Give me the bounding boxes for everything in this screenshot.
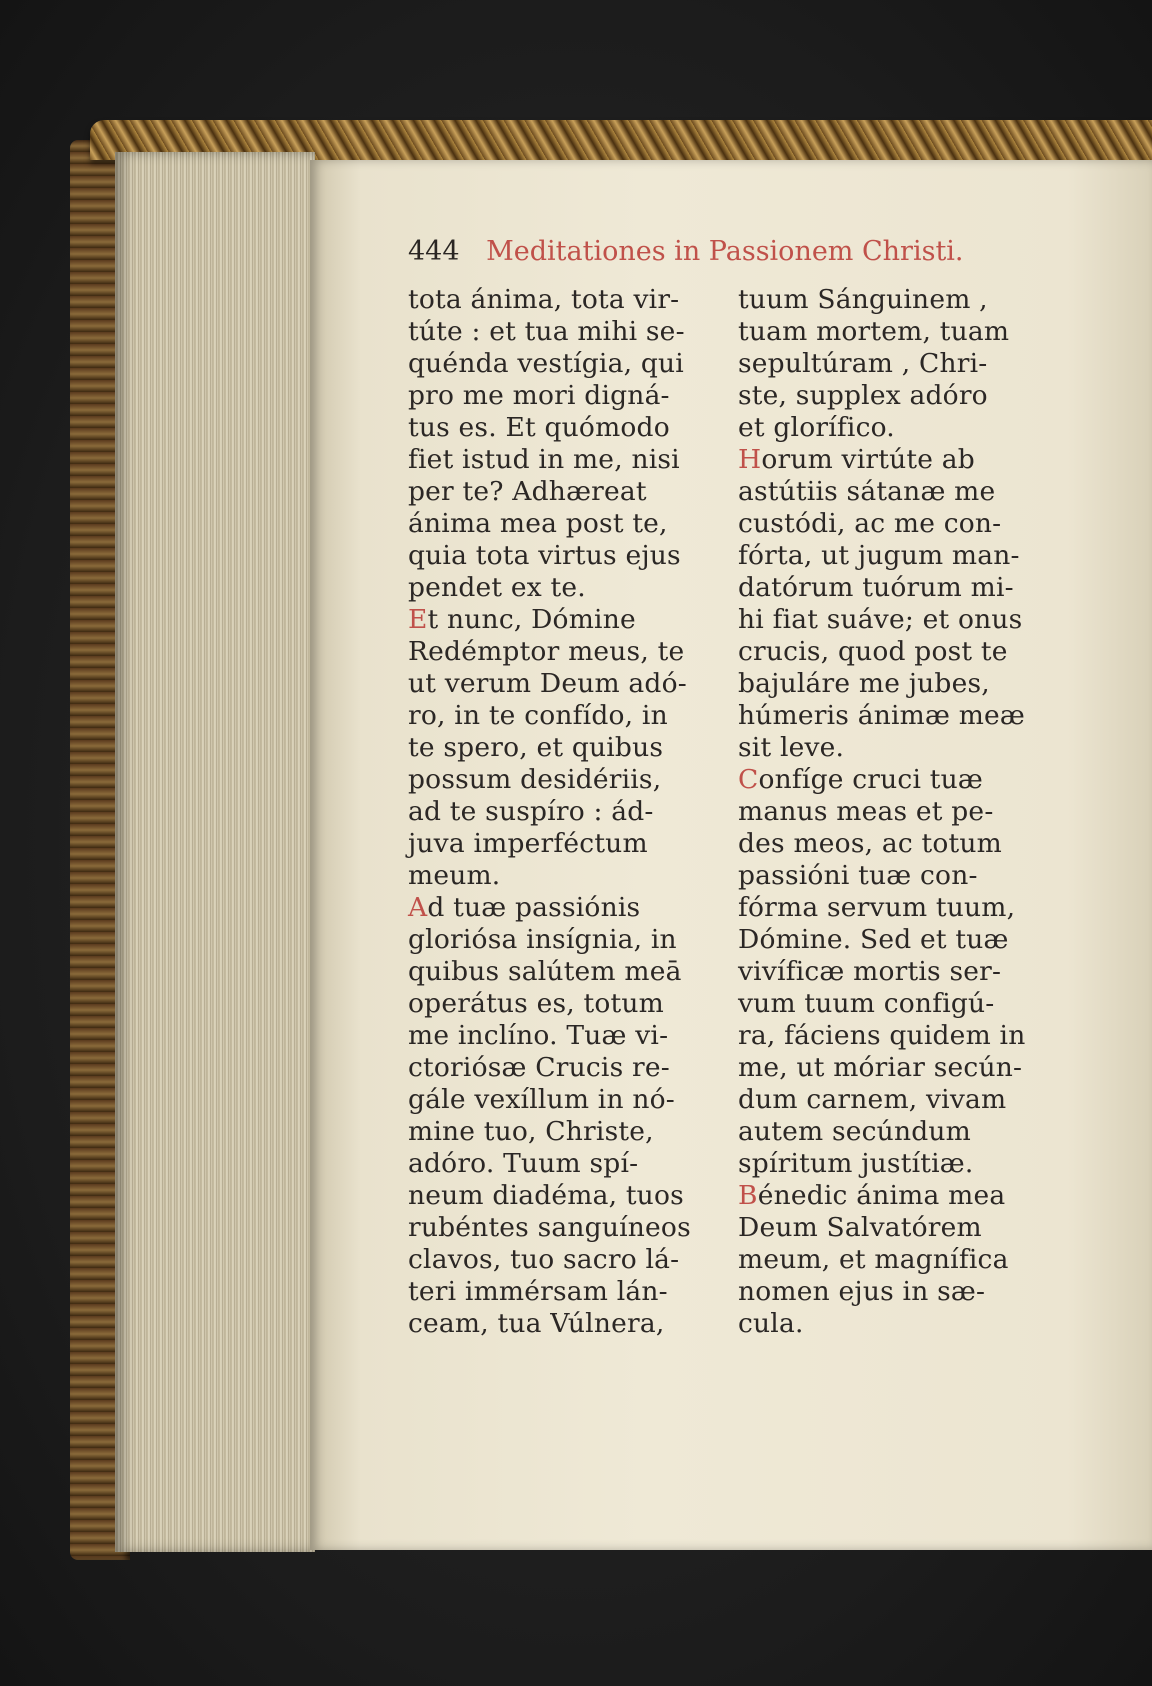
rubric-initial: E — [408, 604, 428, 635]
text-line — [408, 604, 728, 636]
text-line: sit leve. — [738, 732, 845, 763]
text-line: fiet istud in me, nisi — [408, 444, 680, 475]
text-line-rest: orum virtúte ab — [761, 444, 975, 475]
rubric-initial: B — [738, 1180, 758, 1211]
page-number: 444 — [408, 236, 460, 267]
text-line-rest: onfíge cruci tuæ — [758, 764, 984, 795]
text-line: per te? Adhæreat — [408, 476, 647, 507]
left-text-column — [408, 284, 728, 1340]
text-line: mine tuo, Christe, — [408, 1116, 654, 1147]
text-line: meum. — [408, 860, 501, 891]
text-line: ceam, tua Vúlnera, — [408, 1308, 665, 1339]
text-line: adóro. Tuum spí- — [408, 1148, 639, 1179]
text-line: pendet ex te. — [408, 572, 586, 603]
text-line: ra, fáciens quidem in — [738, 1020, 1026, 1051]
text-line: gále vexíllum in nó- — [408, 1084, 675, 1115]
text-line: fórta, ut jugum man- — [738, 540, 1020, 571]
text-line: vum tuum configú- — [738, 988, 995, 1019]
text-line: Dómine. Sed et tuæ — [738, 924, 1009, 955]
text-line: sepultúram , Chri- — [738, 348, 988, 379]
text-line: húmeris ánimæ meæ — [738, 700, 1026, 731]
text-line: autem secúndum — [738, 1116, 971, 1147]
text-line: quia tota virtus ejus — [408, 540, 681, 571]
text-line: me inclíno. Tuæ vi- — [408, 1020, 669, 1051]
text-line: passióni tuæ con- — [738, 860, 978, 891]
text-line: Deum Salvatórem — [738, 1212, 982, 1243]
text-line: juva imperféctum — [408, 828, 648, 859]
text-line: ste, supplex adóro — [738, 380, 988, 411]
text-line: hi fiat suáve; et onus — [738, 604, 1023, 635]
text-line: cula. — [738, 1308, 804, 1339]
right-text-column — [738, 284, 1058, 1340]
text-line: ad te suspíro : ád- — [408, 796, 654, 827]
running-title: Meditationes in Passionem Christi. — [486, 236, 964, 267]
text-line: ctoriósæ Crucis re- — [408, 1052, 670, 1083]
text-line: dum carnem, vivam — [738, 1084, 1007, 1115]
text-line-rest: d tuæ passiónis — [427, 892, 641, 923]
text-line: teri immérsam lán- — [408, 1276, 668, 1307]
text-line: nomen ejus in sæ- — [738, 1276, 986, 1307]
book — [70, 120, 1152, 1560]
text-line: túte : et tua mihi se- — [408, 316, 685, 347]
rubric-initial: C — [738, 764, 759, 795]
book-page — [310, 160, 1152, 1550]
text-line: ut verum Deum adó- — [408, 668, 687, 699]
text-line: possum desidériis, — [408, 764, 662, 795]
text-line: des meos, ac totum — [738, 828, 1002, 859]
text-line — [738, 764, 1058, 796]
text-line: pro me mori digná- — [408, 380, 670, 411]
text-line — [738, 1180, 1058, 1212]
text-line: manus meas et pe- — [738, 796, 994, 827]
page-edges — [115, 152, 315, 1552]
text-line: bajuláre me jubes, — [738, 668, 990, 699]
text-line: rubéntes sanguíneos — [408, 1212, 691, 1243]
text-line: operátus es, totum — [408, 988, 664, 1019]
text-line: tuum Sánguinem , — [738, 284, 988, 315]
rubric-initial: A — [408, 892, 428, 923]
text-line — [408, 892, 728, 924]
text-line: me, ut móriar secún- — [738, 1052, 1023, 1083]
text-line: ánima mea post te, — [408, 508, 668, 539]
text-line: gloriósa insígnia, in — [408, 924, 677, 955]
text-line-rest: énedic ánima mea — [757, 1180, 1006, 1211]
text-line: vivíficæ mortis ser- — [738, 956, 1002, 987]
text-line: tota ánima, tota vir- — [408, 284, 680, 315]
text-line: tus es. Et quómodo — [408, 412, 670, 443]
rubric-initial: H — [738, 444, 762, 475]
text-line: tuam mortem, tuam — [738, 316, 1010, 347]
text-line: fórma servum tuum, — [738, 892, 1016, 923]
text-line: clavos, tuo sacro lá- — [408, 1244, 680, 1275]
text-line: quénda vestígia, qui — [408, 348, 684, 379]
text-line: meum, et magnífica — [738, 1244, 1009, 1275]
text-line: Redémptor meus, te — [408, 636, 685, 667]
text-line: quibus salútem meā — [408, 956, 682, 987]
text-line-rest: t nunc, Dómine — [427, 604, 636, 635]
text-line: neum diadéma, tuos — [408, 1180, 684, 1211]
text-line: astútiis sátanæ me — [738, 476, 996, 507]
text-line: te spero, et quibus — [408, 732, 664, 763]
text-line: ro, in te confído, in — [408, 700, 668, 731]
text-line: spíritum justítiæ. — [738, 1148, 974, 1179]
text-line — [738, 444, 1058, 476]
text-line: custódi, ac me con- — [738, 508, 1002, 539]
text-line: datórum tuórum mi- — [738, 572, 1014, 603]
text-line: crucis, quod post te — [738, 636, 1008, 667]
text-line: et glorífico. — [738, 412, 895, 443]
running-head — [408, 236, 1048, 267]
